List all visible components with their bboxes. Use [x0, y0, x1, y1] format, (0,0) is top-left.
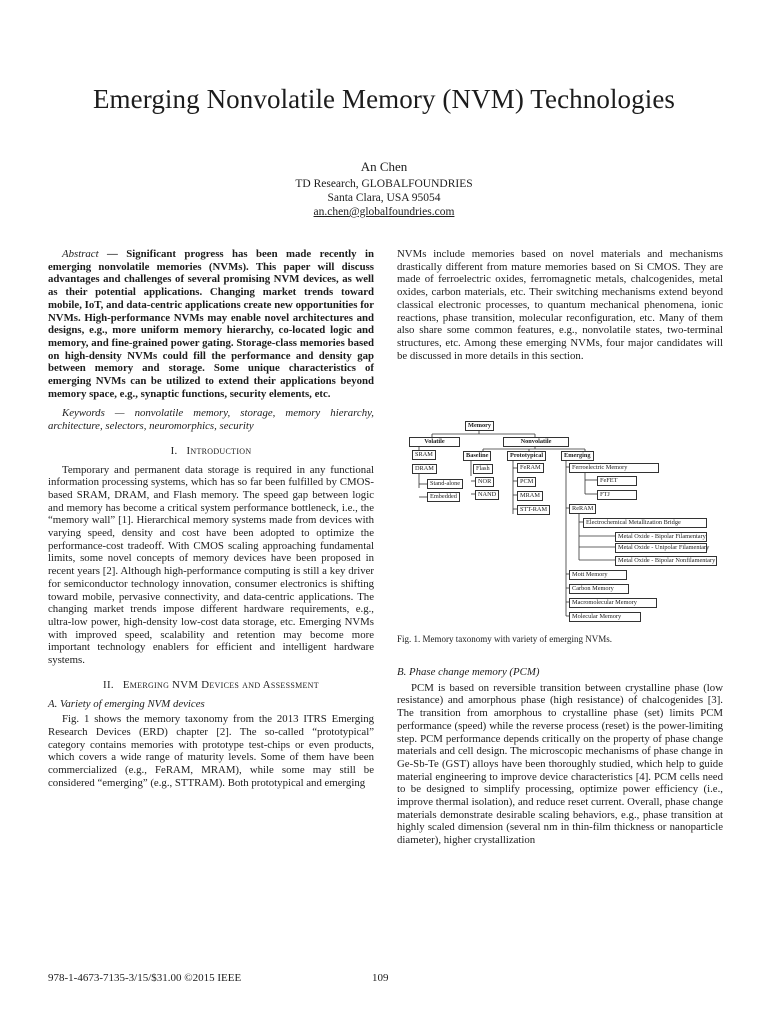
- taxonomy-ecm-bridge: Electrochemical Metallization Bridge: [583, 518, 707, 528]
- intro-paragraph: Temporary and permanent data storage is required in any functional information processing systems, which has so far been fulfilled by CMOS-based SRAM, DRAM, and Flash memory. The speed gap between logic and memory has become a critical system performance bottleneck, i.e., the “memory wall” [1]. Hierarchical memory systems made from devices with varying speed, density and cost have been adopted to optimize the performance-cost tradeoff. With CMOS scaling approaching fundamental limits, some novel concepts of memory devices have been proposed in recent years [2]. Although high-performance computing is still a key driver for semiconductor technology innovation, consumer electronics is shifting toward mobile, pervasive connectivity, and data-centric applications. The changing market trends impose different hardware requirements, e.g., ultra-low power, high-density low-cost data storage, etc. Emerging NVMs with improved speed, scalability and retention may become more important technology enablers for efficient and intelligent hardware systems.: [48, 463, 374, 667]
- taxonomy-ferroelectric: Ferroelectric Memory: [569, 463, 659, 473]
- figure-caption: Fig. 1. Memory taxonomy with variety of emerging NVMs.: [397, 634, 613, 644]
- section-number: II.: [103, 678, 114, 691]
- taxonomy-pcm: PCM: [517, 477, 536, 487]
- taxonomy-feram: FeRAM: [517, 463, 544, 473]
- taxonomy-mo-unipolar-fil: Metal Oxide - Unipolar Filamentary: [615, 543, 707, 553]
- taxonomy-emerging: Emerging: [561, 451, 594, 461]
- right-column-bottom: [397, 666, 723, 847]
- taxonomy-stt-ram: STT-RAM: [517, 505, 550, 515]
- taxonomy-dram: DRAM: [412, 464, 437, 474]
- subsection-heading-a: A. Variety of emerging NVM devices: [48, 697, 205, 710]
- taxonomy-flash: Flash: [473, 464, 493, 474]
- taxonomy-nor: NOR: [475, 477, 494, 487]
- author-email[interactable]: an.chen@globalfoundries.com: [313, 206, 455, 218]
- section-number: I.: [170, 444, 178, 457]
- section-title: Emerging NVM Devices and Assessment: [122, 678, 319, 691]
- author-affiliation: TD Research, GLOBALFOUNDRIES: [295, 178, 473, 190]
- taxonomy-macromolecular: Macromolecular Memory: [569, 598, 657, 608]
- keywords-label: Keywords: [62, 407, 105, 420]
- taxonomy-ftj: FTJ: [597, 490, 637, 500]
- taxonomy-fefet: FeFET: [597, 476, 637, 486]
- taxonomy-baseline: Baseline: [463, 451, 491, 461]
- subsection-a-paragraph: Fig. 1 shows the memory taxonomy from the 2013 ITRS Emerging Research Devices (ERD) chapter [2]. The so-called “prototypical” category contains memories with prototype test-chips or even products, which covers a wide range of maturity levels. Some of them have been commercialized (e.g., FeRAM, MRAM), while some may still be considered “emerging” (e.g., STTRAM). Both prototypical and emerging: [48, 713, 374, 789]
- author-block: [0, 160, 768, 219]
- paper-title: Emerging Nonvolatile Memory (NVM) Technologies: [92, 84, 676, 114]
- taxonomy-stand-alone: Stand-alone: [427, 479, 463, 489]
- section-heading-2: [48, 679, 374, 692]
- abstract-dash: —: [98, 248, 127, 260]
- abstract-label: Abstract: [62, 248, 99, 260]
- footer-page-number: 109: [372, 972, 389, 984]
- subsection-b-paragraph: PCM is based on reversible transition between crystalline phase (low resistance) and amorphous phase (high resistance) of chalcogenides [3]. The transition from amorphous to crystalline phase (set) limits PCM performance (speed) while the reverse process (reset) is the power-limiting step. PCM performance depends critically on the property of phase change materials and cell design. The microscopic mechanisms of phase change in Ge-Sb-Te (GST) alloys have been thoroughly studied, which help to guide material engineering to improve device characteristics [4]. PCM cells need to be designed to simplify processing, optimize power efficiency (i.e., improve thermal isolation), and reduce reset current. Overall, phase change materials demonstrate desirable scaling behaviors, e.g., phase transition at highly scaled dimension (several nm in thin-film thickness or nanoparticle diameter), higher crystallization: [397, 681, 723, 847]
- taxonomy-mo-bipolar-nonfil: Metal Oxide - Bipolar Nonfilamentary: [615, 556, 717, 566]
- taxonomy-volatile: Volatile: [409, 437, 460, 447]
- abstract-text: Significant progress has been made recently in emerging nonvolatile memories (NVMs). This paper will discuss advantages and challenges of several promising NVM devices, as well as their potential applications. Changing market trends toward mobile, IoT, and data-centric applications create new opportunities for NVMs. High-performance NVMs may enable novel architectures and designs, e.g., more uniform memory hierarchy, co-located logic and memory, and fine-grained power gating. Storage-class memories based on high-density NVMs could fill the performance and density gap between memory and storage. Some unique characteristics of emerging NVMs can be utilized to extend their applications beyond memory space, e.g., synaptic functions, security elements, etc.: [48, 248, 374, 400]
- taxonomy-mram: MRAM: [517, 491, 543, 501]
- taxonomy-mott: Mott Memory: [569, 570, 627, 580]
- memory-taxonomy-figure: [395, 418, 725, 628]
- taxonomy-embedded: Embedded: [427, 492, 460, 502]
- taxonomy-mo-bipolar-fil: Metal Oxide - Bipolar Filamentary: [615, 532, 707, 542]
- abstract: [48, 248, 374, 400]
- right-paragraph: NVMs include memories based on novel materials and mechanisms drastically different from mature memories based on Si CMOS. They are made of ferroelectric oxides, ferromagnetic metals, chalcogenides, metal oxides, carbon materials, etc. Their switching mechanisms extend beyond classical electronic processes, to quantum mechanical phenomena, ionic reactions, phase transition, molecular reconfiguration, etc. Many of them also share some common features, e.g., nonvolatile states, two-terminal structures, etc. Among these emerging NVMs, four major candidates will be discussed in more details in this section.: [397, 248, 723, 362]
- section-title: Introduction: [186, 444, 252, 457]
- right-column-top: [397, 248, 723, 362]
- author-name: An Chen: [360, 159, 408, 174]
- left-column: [48, 248, 374, 789]
- taxonomy-carbon: Carbon Memory: [569, 584, 629, 594]
- taxonomy-reram: ReRAM: [569, 504, 596, 514]
- taxonomy-nonvolatile: Nonvolatile: [503, 437, 569, 447]
- footer-isbn: 978-1-4673-7135-3/15/$31.00 ©2015 IEEE: [48, 972, 242, 984]
- keywords-text: — nonvolatile memory, storage, memory hierarchy, architecture, selectors, neuromorphics, security: [48, 407, 374, 433]
- taxonomy-sram: SRAM: [412, 450, 436, 460]
- author-address: Santa Clara, USA 95054: [327, 192, 441, 204]
- keywords: [48, 407, 374, 432]
- taxonomy-root: Memory: [465, 421, 494, 431]
- subsection-heading-b: B. Phase change memory (PCM): [397, 666, 540, 678]
- taxonomy-prototypical: Prototypical: [507, 451, 546, 461]
- taxonomy-nand: NAND: [475, 490, 499, 500]
- taxonomy-molecular: Molecular Memory: [569, 612, 641, 622]
- section-heading-intro: [48, 445, 374, 458]
